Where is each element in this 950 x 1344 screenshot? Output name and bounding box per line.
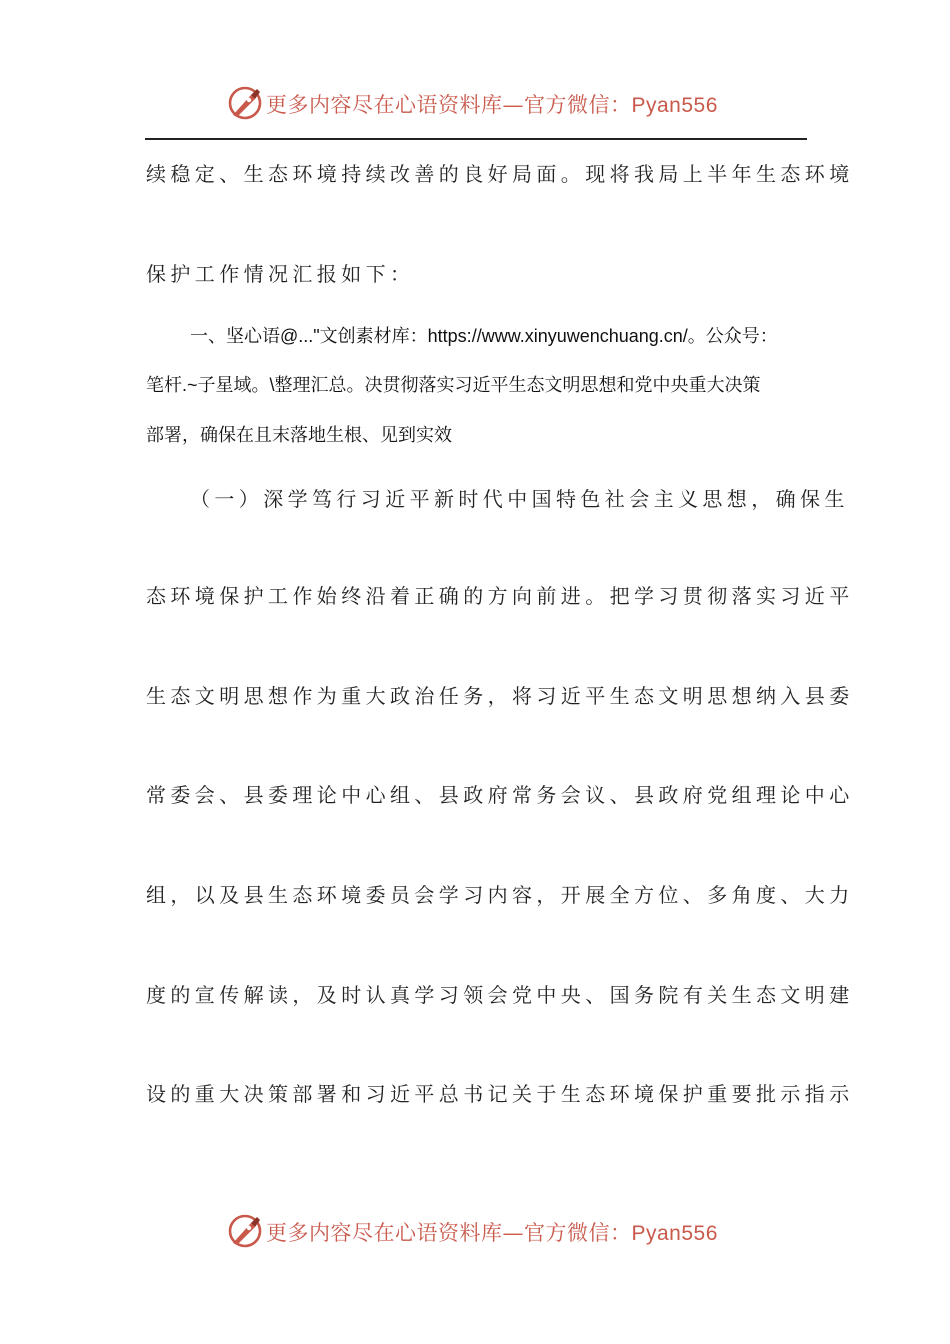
heading-line: 部署，确保在且末落地生根、见到实效: [146, 425, 452, 445]
paragraph-line: 设的重大决策部署和习近平总书记关于生态环境保护重要批示指示: [146, 1082, 854, 1106]
heading-line: 笔杆.~子星域。\整理汇总。决贯彻落实习近平生态文明思想和党中央重大决策: [146, 375, 761, 395]
header-banner: [0, 84, 950, 124]
header-divider: [145, 138, 807, 140]
pen-logo-icon: [227, 85, 263, 121]
paragraph-line: （一）深学笃行习近平新时代中国特色社会主义思想，确保生: [190, 487, 849, 511]
paragraph-line: 保护工作情况汇报如下：: [146, 262, 415, 286]
paragraph-line: 度的宣传解读，及时认真学习领会党中央、国务院有关生态文明建: [146, 983, 854, 1007]
header-wechat-id: Pyan556: [631, 94, 718, 117]
paragraph-line: 态环境保护工作始终沿着正确的方向前进。把学习贯彻落实习近平: [146, 584, 854, 608]
footer-banner-text: [266, 1217, 718, 1247]
paragraph-line: 组，以及县生态环境委员会学习内容，开展全方位、多角度、大力: [146, 883, 854, 907]
footer-banner-cn: 更多内容尽在心语资料库—官方微信：: [266, 1221, 632, 1245]
paragraph-line: 常委会、县委理论中心组、县政府常务会议、县政府党组理论中心: [146, 783, 854, 807]
paragraph-line: 生态文明思想作为重大政治任务，将习近平生态文明思想纳入县委: [146, 684, 854, 708]
heading-line: 一、坚心语@..."文创素材库：https://www.xinyuwenchuang.cn/。公众号：: [190, 326, 778, 346]
paragraph-line: 续稳定、生态环境持续改善的良好局面。现将我局上半年生态环境: [146, 162, 854, 186]
header-banner-text: [266, 89, 718, 119]
footer-banner: [0, 1212, 950, 1252]
pen-logo-icon: [227, 1213, 263, 1249]
header-banner-cn: 更多内容尽在心语资料库—官方微信：: [266, 93, 632, 117]
footer-wechat-id: Pyan556: [631, 1222, 718, 1245]
